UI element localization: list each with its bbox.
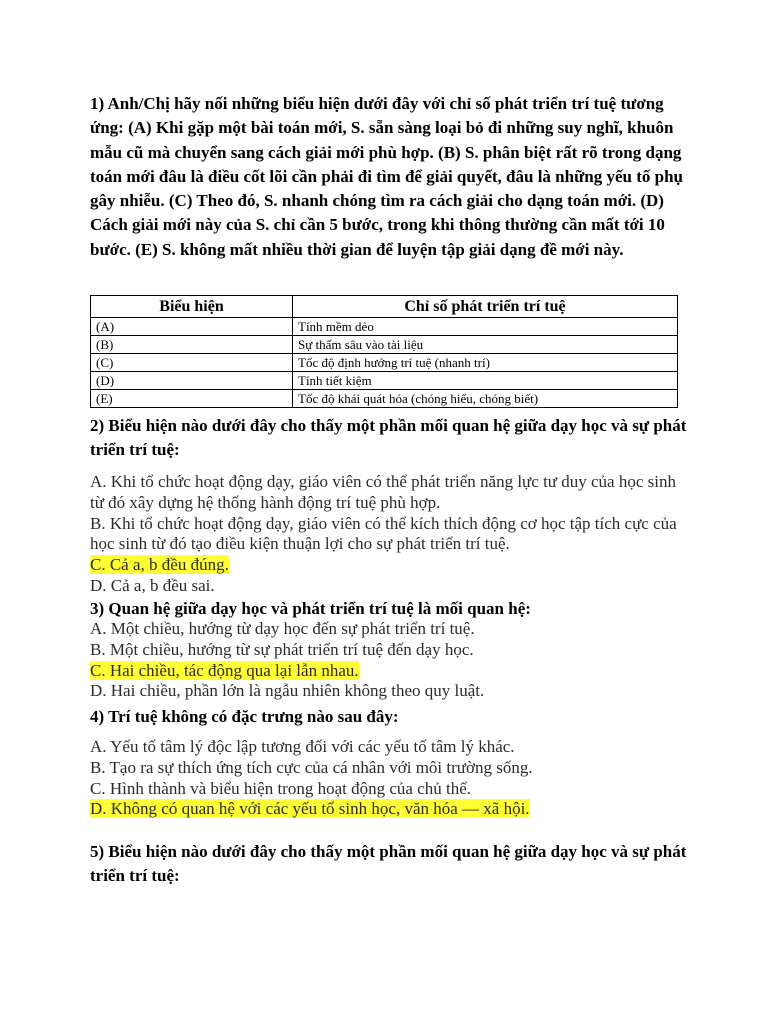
table-row	[91, 354, 678, 372]
option-d: D. Hai chiều, phần lớn là ngẫu nhiên không theo quy luật.	[90, 681, 485, 701]
table-cell: Tốc độ khái quát hóa (chóng hiểu, chóng biết)	[293, 390, 678, 408]
table-row	[91, 390, 678, 408]
table-header-row	[91, 296, 678, 318]
table-row	[91, 336, 678, 354]
option-c: C. Hình thành và biểu hiện trong hoạt động của chủ thể.	[90, 778, 471, 798]
option-b: B. Khi tổ chức hoạt động dạy, giáo viên có thể kích thích động cơ học tập tích cực của học sinh từ đó tạo điều kiện thuận lợi cho sự phát triển trí tuệ.	[90, 513, 677, 554]
question-4-title: 4) Trí tuệ không có đặc trưng nào sau đây:	[90, 707, 399, 726]
option-d-highlighted: D. Không có quan hệ với các yếu tố sinh học, văn hóa — xã hội.	[90, 799, 530, 819]
table-header-index: Chỉ số phát triển trí tuệ	[293, 296, 678, 318]
option-d: D. Cả a, b đều sai.	[90, 575, 215, 595]
question-5-title: 5) Biểu hiện nào dưới đây cho thấy một phần mối quan hệ giữa dạy học và sự phát triển trí tuệ:	[90, 842, 687, 885]
table-row	[91, 318, 678, 336]
table-header-expression: Biểu hiện	[91, 296, 293, 318]
question-2-options	[90, 472, 690, 597]
option-c-highlighted: C. Hai chiều, tác động qua lại lẫn nhau.	[90, 660, 359, 680]
table-cell: Sự thấm sâu vào tài liệu	[293, 336, 678, 354]
option-a: A. Khi tổ chức hoạt động dạy, giáo viên có thể phát triển năng lực tư duy của học sinh từ đó xây dựng hệ thống hành động trí tuệ phù hợp.	[90, 472, 676, 512]
question-3-title: 3) Quan hệ giữa dạy học và phát triển trí tuệ là mối quan hệ:	[90, 599, 531, 618]
matching-table	[90, 295, 678, 408]
table-cell: Tốc độ định hướng trí tuệ (nhanh trí)	[293, 354, 678, 372]
option-a: A. Yếu tố tâm lý độc lập tương đối với các yếu tố tâm lý khác.	[90, 737, 515, 756]
table-cell: (C)	[91, 354, 293, 372]
table-cell: (B)	[91, 336, 293, 354]
table-row	[91, 372, 678, 390]
table-cell: (A)	[91, 318, 293, 336]
question-2-title: 2) Biểu hiện nào dưới đây cho thấy một phần mối quan hệ giữa dạy học và sự phát triển trí tuệ:	[90, 416, 687, 459]
option-b: B. Tạo ra sự thích ứng tích cực của cá nhân với môi trường sống.	[90, 757, 533, 777]
table-cell: (D)	[91, 372, 293, 390]
option-b: B. Một chiều, hướng từ sự phát triển trí tuệ đến dạy học.	[90, 639, 474, 659]
question-1-text: 1) Anh/Chị hãy nối những biểu hiện dưới đây với chỉ số phát triển trí tuệ tương ứng: (A) Khi gặp một bài toán mới, S. sẵn sàng loại bỏ đi những suy nghĩ, khuôn mẫu cũ mà chuyển sang cách giải mới phù hợp. (B) S. phân biệt rất rõ trong dạng toán mới đâu là điều cốt lõi cần phải đi tìm để giải quyết, đâu là những yếu tố phụ gây nhiễu. (C) Theo đó, S. nhanh chóng tìm ra cách giải cho dạng toán mới. (D) Cách giải mới này của S. chỉ cần 5 bước, trong khi thông thường cần mất tới 10 bước. (E) S. không mất nhiều thời gian để luyện tập giải dạng đề mới này.	[90, 94, 684, 259]
question-3-options	[90, 619, 690, 702]
question-4-options	[90, 737, 690, 820]
table-cell: (E)	[91, 390, 293, 408]
option-c-highlighted: C. Cả a, b đều đúng.	[90, 555, 229, 575]
table-cell: Tính tiết kiệm	[293, 372, 678, 390]
option-a: A. Một chiều, hướng từ dạy học đến sự phát triển trí tuệ.	[90, 619, 475, 638]
table-cell: Tính mềm dẻo	[293, 318, 678, 336]
